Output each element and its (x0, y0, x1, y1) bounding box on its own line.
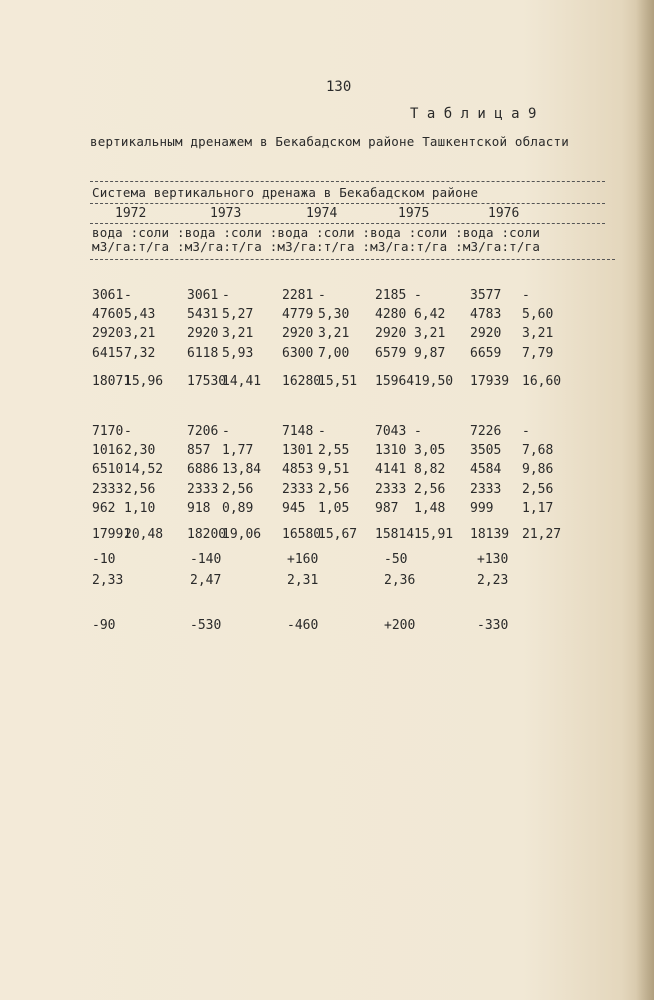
table-cell: 1016 (92, 443, 124, 458)
total-cell: 19,06 (222, 527, 262, 542)
table-cell: 3,05 (414, 443, 446, 458)
table-cell: 5,93 (222, 346, 254, 361)
last-cell: -90 (92, 618, 116, 633)
table-cell: 2,55 (318, 443, 350, 458)
total-cell: 15964 (375, 374, 415, 389)
page-number: 130 (326, 79, 352, 95)
table-cell: 9,86 (522, 462, 554, 477)
table-cell: 2920 (375, 326, 407, 341)
table-cell: 945 (282, 501, 306, 516)
page-edge-shadow (636, 0, 654, 1000)
years-row (0, 206, 654, 224)
table-cell: 2920 (92, 326, 124, 341)
diff-row (0, 552, 654, 570)
table-row (0, 501, 654, 519)
diff-cell: +130 (477, 552, 509, 567)
total-cell: 16580 (282, 527, 322, 542)
total-cell: 15814 (375, 527, 415, 542)
year-1974: 1974 (306, 206, 338, 221)
table-cell: 1301 (282, 443, 314, 458)
table-cell: 9,51 (318, 462, 350, 477)
total-cell: 15,96 (124, 374, 164, 389)
total-cell: 19,50 (414, 374, 454, 389)
table-cell: 999 (470, 501, 494, 516)
table-cell: 4783 (470, 307, 502, 322)
table-cell: 6886 (187, 462, 219, 477)
table-cell: 2,56 (222, 482, 254, 497)
table-cell: 8,82 (414, 462, 446, 477)
table-cell: 7,79 (522, 346, 554, 361)
table-cell: 2,56 (124, 482, 156, 497)
table-cell: 1,77 (222, 443, 254, 458)
table-cell: 2333 (92, 482, 124, 497)
table-cell: 7043 (375, 424, 407, 439)
table-cell: 4280 (375, 307, 407, 322)
table-cell: 2,56 (522, 482, 554, 497)
table-row (0, 482, 654, 500)
table-cell: - (124, 424, 132, 439)
total-cell: 18071 (92, 374, 132, 389)
table-cell: 0,89 (222, 501, 254, 516)
table-cell: 2333 (470, 482, 502, 497)
table-cell: 2920 (470, 326, 502, 341)
ratio-cell: 2,31 (287, 573, 319, 588)
table-cell: 4141 (375, 462, 407, 477)
table-cell: 4853 (282, 462, 314, 477)
table-cell: 2,56 (318, 482, 350, 497)
table-cell: 3061 (187, 288, 219, 303)
table-cell: 4584 (470, 462, 502, 477)
table-cell: 6579 (375, 346, 407, 361)
total-cell: 15,91 (414, 527, 454, 542)
table-cell: 4779 (282, 307, 314, 322)
total-cell: 17991 (92, 527, 132, 542)
table-cell: 2920 (282, 326, 314, 341)
table-row (0, 424, 654, 442)
rule-years (90, 203, 605, 204)
table-cell: 2281 (282, 288, 314, 303)
table-cell: 3,21 (222, 326, 254, 341)
col-header-row1: вода :соли :вода :соли :вода :соли :вода :соли :вода :соли (92, 225, 541, 240)
table-cell: 4760 (92, 307, 124, 322)
table-cell: - (414, 424, 422, 439)
table-cell: 1310 (375, 443, 407, 458)
table-cell: 7,00 (318, 346, 350, 361)
table-cell: 3,21 (124, 326, 156, 341)
table-cell: - (522, 288, 530, 303)
table-cell: 3061 (92, 288, 124, 303)
table-cell: 13,84 (222, 462, 262, 477)
diff-cell: -140 (190, 552, 222, 567)
table-cell: - (318, 288, 326, 303)
table-cell: 1,10 (124, 501, 156, 516)
diff-cell: -10 (92, 552, 116, 567)
ratio-cell: 2,36 (384, 573, 416, 588)
total-cell: 18200 (187, 527, 227, 542)
total-cell: 15,67 (318, 527, 358, 542)
table-cell: - (124, 288, 132, 303)
year-1972: 1972 (115, 206, 147, 221)
table-cell: 5,43 (124, 307, 156, 322)
table-cell: 7170 (92, 424, 124, 439)
table-cell: 6118 (187, 346, 219, 361)
total-cell: 17939 (470, 374, 510, 389)
table-cell: 5,27 (222, 307, 254, 322)
table-cell: 14,52 (124, 462, 164, 477)
total-row (0, 527, 654, 545)
ratio-row (0, 573, 654, 591)
table-subtitle: вертикальным дренажем в Бекабадском районе Ташкентской области (90, 134, 569, 149)
col-header-row2: м3/га:т/га :м3/га:т/га :м3/га:т/га :м3/га:т/га :м3/га:т/га (92, 239, 541, 254)
last-cell: -330 (477, 618, 509, 633)
table-cell: 7148 (282, 424, 314, 439)
table-cell: 3,21 (414, 326, 446, 341)
table-cell: - (222, 424, 230, 439)
table-cell: 3505 (470, 443, 502, 458)
total-cell: 18139 (470, 527, 510, 542)
year-1976: 1976 (488, 206, 520, 221)
last-cell: +200 (384, 618, 416, 633)
ratio-cell: 2,47 (190, 573, 222, 588)
table-row (0, 326, 654, 344)
table-cell: 2333 (282, 482, 314, 497)
total-cell: 21,27 (522, 527, 562, 542)
rule-cols (90, 223, 605, 224)
section-title: Система вертикального дренажа в Бекабадском районе (92, 185, 479, 200)
table-cell: - (222, 288, 230, 303)
total-cell: 15,51 (318, 374, 358, 389)
total-cell: 20,48 (124, 527, 164, 542)
table-cell: 918 (187, 501, 211, 516)
table-row (0, 288, 654, 306)
ratio-cell: 2,23 (477, 573, 509, 588)
table-cell: 987 (375, 501, 399, 516)
table-cell: 3,21 (318, 326, 350, 341)
table-cell: 6415 (92, 346, 124, 361)
table-row (0, 346, 654, 364)
table-cell: 6659 (470, 346, 502, 361)
table-row (0, 443, 654, 461)
table-cell: 5,60 (522, 307, 554, 322)
total-row (0, 374, 654, 392)
total-cell: 17530 (187, 374, 227, 389)
table-cell: 2333 (375, 482, 407, 497)
table-cell: 7,68 (522, 443, 554, 458)
table-cell: 9,87 (414, 346, 446, 361)
table-cell: 1,05 (318, 501, 350, 516)
table-row (0, 307, 654, 325)
table-cell: 7,32 (124, 346, 156, 361)
last-row (0, 618, 654, 636)
table-cell: 1,48 (414, 501, 446, 516)
ratio-cell: 2,33 (92, 573, 124, 588)
table-cell: 7206 (187, 424, 219, 439)
table-cell: 1,17 (522, 501, 554, 516)
year-1973: 1973 (210, 206, 242, 221)
table-cell: 857 (187, 443, 211, 458)
table-label: Т а б л и ц а 9 (410, 106, 537, 122)
last-cell: -460 (287, 618, 319, 633)
table-cell: 2333 (187, 482, 219, 497)
table-cell: 6300 (282, 346, 314, 361)
table-cell: 962 (92, 501, 116, 516)
table-cell: 6,42 (414, 307, 446, 322)
rule-header-bottom (90, 259, 615, 260)
total-cell: 16,60 (522, 374, 562, 389)
table-cell: 5,30 (318, 307, 350, 322)
table-cell: 2,30 (124, 443, 156, 458)
table-cell: 6510 (92, 462, 124, 477)
table-cell: - (414, 288, 422, 303)
diff-cell: -50 (384, 552, 408, 567)
total-cell: 16280 (282, 374, 322, 389)
diff-cell: +160 (287, 552, 319, 567)
table-cell: 3577 (470, 288, 502, 303)
table-cell: 2,56 (414, 482, 446, 497)
last-cell: -530 (190, 618, 222, 633)
table-cell: 2920 (187, 326, 219, 341)
table-cell: 7226 (470, 424, 502, 439)
rule-top (90, 181, 605, 182)
table-cell: 5431 (187, 307, 219, 322)
year-1975: 1975 (398, 206, 430, 221)
table-cell: - (318, 424, 326, 439)
table-cell: - (522, 424, 530, 439)
table-cell: 2185 (375, 288, 407, 303)
table-cell: 3,21 (522, 326, 554, 341)
total-cell: 14,41 (222, 374, 262, 389)
table-row (0, 462, 654, 480)
